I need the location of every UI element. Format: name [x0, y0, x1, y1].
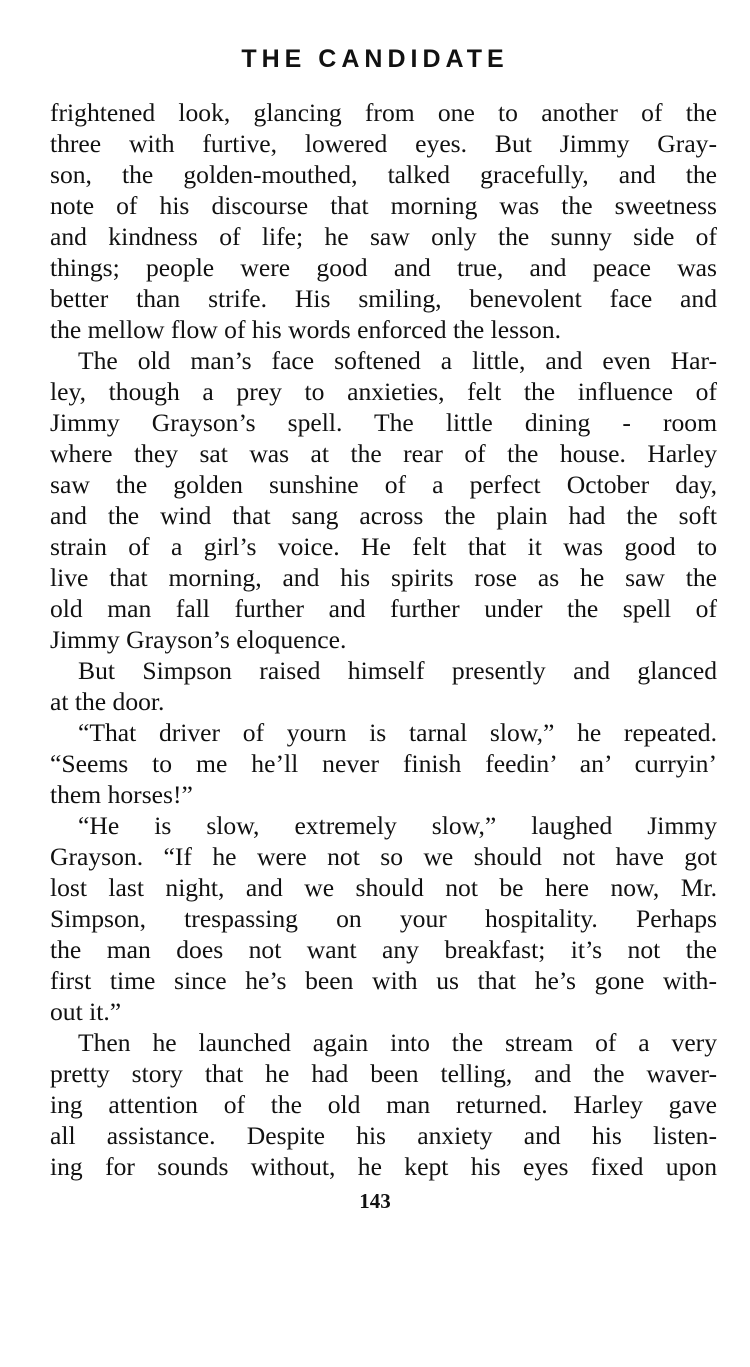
running-head: THE CANDIDATE [241, 45, 509, 73]
text-line: “Seems to me he’ll never finish feedin’ an’ curryin’ [50, 749, 717, 778]
text-line: things; people were good and true, and peace was [50, 253, 717, 282]
body-text [50, 97, 717, 1182]
text-line: ley, though a prey to anxieties, felt the influence of [50, 377, 717, 406]
text-line: at the door. [50, 687, 165, 716]
text-line: lost last night, and we should not be here now, Mr. [50, 873, 717, 902]
text-line: “That driver of yourn is tarnal slow,” he repeated. [78, 718, 717, 747]
text-line: pretty story that he had been telling, and the waver- [50, 1059, 717, 1088]
text-line: first time since he’s been with us that he’s gone with- [50, 966, 717, 995]
text-line: where they sat was at the rear of the house. Harley [50, 439, 717, 468]
text-line: ing attention of the old man returned. Harley gave [50, 1090, 717, 1119]
text-line: the mellow flow of his words enforced the lesson. [50, 315, 562, 344]
text-line: old man fall further and further under the spell of [50, 594, 717, 623]
text-line: three with furtive, lowered eyes. But Jimmy Gray- [50, 129, 717, 158]
text-line: Grayson. “If he were not so we should not have got [50, 842, 717, 871]
page-number: 143 [359, 1189, 391, 1213]
text-line: all assistance. Despite his anxiety and his listen- [50, 1121, 717, 1150]
text-line: Simpson, trespassing on your hospitality. Perhaps [50, 904, 717, 933]
text-line: ing for sounds without, he kept his eyes fixed upon [50, 1152, 717, 1181]
text-line: live that morning, and his spirits rose as he saw the [50, 563, 717, 592]
text-line: saw the golden sunshine of a perfect October day, [50, 470, 717, 499]
text-line: The old man’s face softened a little, and even Har- [78, 346, 717, 375]
text-line: note of his discourse that morning was the sweetness [50, 191, 717, 220]
text-line: Jimmy Grayson’s spell. The little dining - room [50, 408, 717, 437]
text-line: them horses!” [50, 780, 193, 809]
text-line: son, the golden-mouthed, talked gracefully, and the [50, 160, 717, 189]
text-line: better than strife. His smiling, benevolent face and [50, 284, 717, 313]
text-line: “He is slow, extremely slow,” laughed Jimmy [78, 811, 717, 840]
text-line: and the wind that sang across the plain had the soft [50, 501, 717, 530]
text-line: frightened look, glancing from one to another of the [50, 98, 717, 127]
text-line: and kindness of life; he saw only the sunny side of [50, 222, 717, 251]
text-line: But Simpson raised himself presently and glanced [78, 656, 717, 685]
text-line: Then he launched again into the stream of a very [78, 1028, 717, 1057]
text-line: strain of a girl’s voice. He felt that it was good to [50, 532, 717, 561]
text-line: Jimmy Grayson’s eloquence. [50, 625, 347, 654]
text-line: out it.” [50, 997, 122, 1026]
text-line: the man does not want any breakfast; it’s not the [50, 935, 717, 964]
